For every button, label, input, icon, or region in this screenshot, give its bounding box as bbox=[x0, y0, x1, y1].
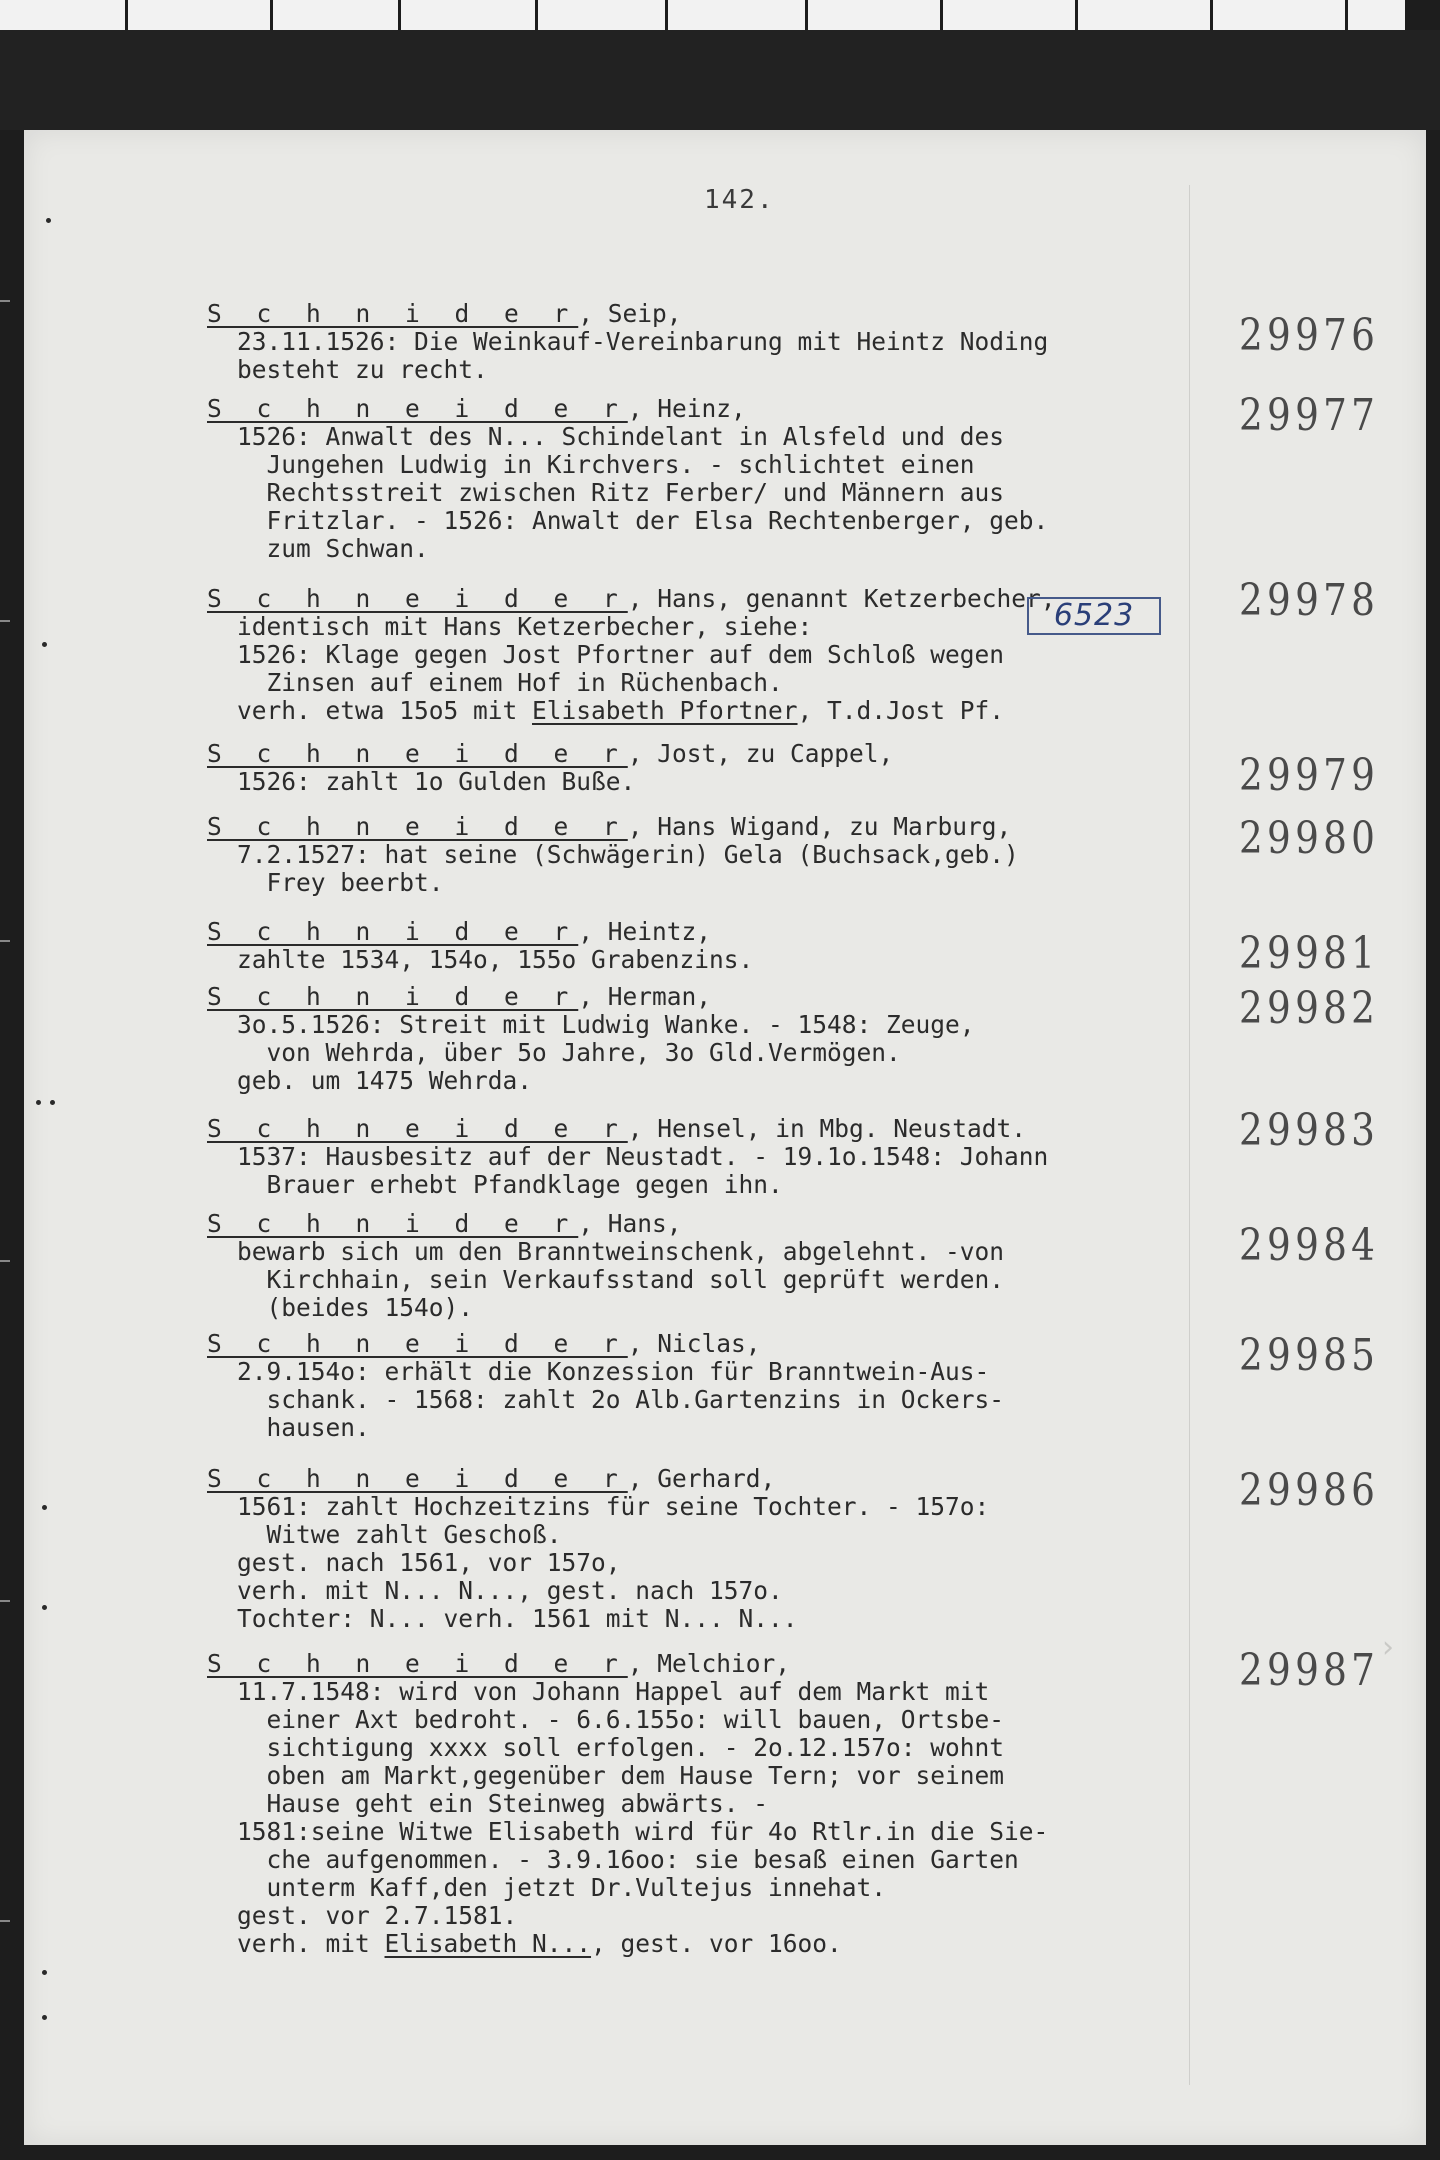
margin-mark bbox=[42, 1970, 47, 1975]
surname: S c h n i d e r bbox=[207, 917, 579, 946]
ruler-tick bbox=[1345, 0, 1348, 30]
entry-text-line: 2.9.154o: erhält die Konzession für Branntwein-Aus- bbox=[237, 1357, 990, 1386]
record-number: 29986 bbox=[1239, 1465, 1380, 1516]
ruler-tick bbox=[270, 0, 273, 30]
record-number: 29979 bbox=[1239, 750, 1380, 801]
edge-bracket-mark: › bbox=[1382, 1630, 1394, 1665]
entry-text-line: Hause geht ein Steinweg abwärts. - bbox=[237, 1789, 769, 1818]
given-name: , Hans, genannt Ketzerbecher, bbox=[627, 584, 1056, 613]
margin-mark bbox=[42, 1505, 47, 1510]
entry-text-line: 1526: Anwalt des N... Schindelant in Alsfeld und des bbox=[237, 422, 1005, 451]
spouse-name: Elisabeth Pfortner bbox=[532, 696, 798, 725]
entry-text-line: 7.2.1527: hat seine (Schwägerin) Gela (Buchsack,geb.) bbox=[237, 840, 1019, 869]
record-number: 29987 bbox=[1239, 1645, 1380, 1696]
given-name: , Hans Wigand, zu Marburg, bbox=[627, 812, 1012, 841]
surname: S c h n e i d e r bbox=[207, 584, 628, 613]
entry-heading bbox=[207, 983, 711, 1011]
edge-tick bbox=[0, 300, 10, 302]
column-fold-line bbox=[1189, 185, 1190, 2085]
entry-text-line: geb. um 1475 Wehrda. bbox=[237, 1066, 533, 1095]
ruler-tick bbox=[535, 0, 538, 30]
entry-text-line: sichtigung xxxx soll erfolgen. - 2o.12.157o: wohnt bbox=[237, 1733, 1005, 1762]
surname: S c h n e i d e r bbox=[207, 1329, 628, 1358]
given-name: , Jost, zu Cappel, bbox=[627, 739, 894, 768]
entry-text-line: Frey beerbt. bbox=[237, 868, 444, 897]
entry-text-line: Brauer erhebt Pfandklage gegen ihn. bbox=[237, 1170, 783, 1199]
entry-text-line: 1561: zahlt Hochzeitzins für seine Tochter. - 157o: bbox=[237, 1492, 990, 1521]
edge-tick bbox=[0, 1260, 10, 1262]
given-name: , Niclas, bbox=[627, 1329, 761, 1358]
entry-text-line: 1526: zahlt 1o Gulden Buße. bbox=[237, 767, 636, 796]
edge-tick bbox=[0, 620, 10, 622]
entry-text-line: che aufgenommen. - 3.9.16oo: sie besaß einen Garten bbox=[237, 1845, 1019, 1874]
entry-text-line: verh. mit N... N..., gest. nach 157o. bbox=[237, 1576, 783, 1605]
edge-tick bbox=[0, 1600, 10, 1602]
entry-text-line: gest. nach 1561, vor 157o, bbox=[237, 1548, 621, 1577]
entry-text-line: identisch mit Hans Ketzerbecher, siehe: bbox=[237, 612, 813, 641]
entry-text-line: besteht zu recht. bbox=[237, 355, 488, 384]
given-name: , Heinz, bbox=[627, 394, 746, 423]
document-sheet bbox=[24, 130, 1426, 2145]
entry-heading bbox=[207, 1465, 775, 1493]
entry-heading bbox=[207, 585, 1056, 613]
entry-text-line: unterm Kaff,den jetzt Dr.Vultejus innehat. bbox=[237, 1873, 887, 1902]
spouse-name: Elisabeth N... bbox=[384, 1929, 592, 1958]
given-name: , Seip, bbox=[578, 299, 682, 328]
surname: S c h n e i d e r bbox=[207, 1114, 628, 1143]
entry-heading bbox=[207, 740, 893, 768]
record-number: 29985 bbox=[1239, 1330, 1380, 1381]
edge-tick bbox=[0, 1920, 10, 1922]
record-number: 29982 bbox=[1239, 983, 1380, 1034]
surname: S c h n e i d e r bbox=[207, 812, 628, 841]
entry-text-line: Jungehen Ludwig in Kirchvers. - schlichtet einen bbox=[237, 450, 975, 479]
entry-heading bbox=[207, 813, 1011, 841]
surname: S c h n i d e r bbox=[207, 1209, 579, 1238]
entry-text-line: 11.7.1548: wird von Johann Happel auf dem Markt mit bbox=[237, 1677, 990, 1706]
entry-text-line: verh. mit Elisabeth N..., gest. vor 16oo. bbox=[237, 1929, 842, 1958]
record-number: 29981 bbox=[1239, 928, 1380, 979]
entry-text-line: Zinsen auf einem Hof in Rüchenbach. bbox=[237, 668, 783, 697]
entry-text-line: Kirchhain, sein Verkaufsstand soll geprüft werden. bbox=[237, 1265, 1005, 1294]
record-number: 29978 bbox=[1239, 575, 1380, 626]
ruler-tick bbox=[1210, 0, 1213, 30]
entry-heading bbox=[207, 1115, 1026, 1143]
surname: S c h n i d e r bbox=[207, 299, 579, 328]
surname: S c h n i d e r bbox=[207, 982, 579, 1011]
entry-text-line: (beides 154o). bbox=[237, 1293, 474, 1322]
entry-heading bbox=[207, 1330, 761, 1358]
record-number: 29976 bbox=[1239, 310, 1380, 361]
given-name: , Hensel, in Mbg. Neustadt. bbox=[627, 1114, 1027, 1143]
entry-text-line: einer Axt bedroht. - 6.6.155o: will bauen, Ortsbe- bbox=[237, 1705, 1005, 1734]
entry-text-line: gest. vor 2.7.1581. bbox=[237, 1901, 518, 1930]
entry-text-line: 23.11.1526: Die Weinkauf-Vereinbarung mit Heintz Noding bbox=[237, 327, 1049, 356]
record-number: 29984 bbox=[1239, 1220, 1380, 1271]
entry-text-line: bewarb sich um den Branntweinschenk, abgelehnt. -von bbox=[237, 1237, 1005, 1266]
ruler-tick bbox=[398, 0, 401, 30]
entry-heading bbox=[207, 300, 682, 328]
boxed-reference-number: 6523 bbox=[1027, 597, 1161, 635]
surname: S c h n e i d e r bbox=[207, 739, 628, 768]
entry-text-line: Fritzlar. - 1526: Anwalt der Elsa Rechtenberger, geb. bbox=[237, 506, 1049, 535]
entry-heading bbox=[207, 395, 746, 423]
entry-heading bbox=[207, 1650, 790, 1678]
ruler-tick bbox=[1405, 0, 1440, 30]
ruler-tick bbox=[1075, 0, 1078, 30]
entry-text-line: verh. etwa 15o5 mit Elisabeth Pfortner, T.d.Jost Pf. bbox=[237, 696, 1005, 725]
margin-mark bbox=[46, 218, 51, 223]
entry-text-line: 1581:seine Witwe Elisabeth wird für 4o Rtlr.in die Sie- bbox=[237, 1817, 1049, 1846]
entry-text-line: 1526: Klage gegen Jost Pfortner auf dem Schloß wegen bbox=[237, 640, 1005, 669]
entry-text-line: 3o.5.1526: Streit mit Ludwig Wanke. - 1548: Zeuge, bbox=[237, 1010, 975, 1039]
entry-text-line: Rechtsstreit zwischen Ritz Ferber/ und Männern aus bbox=[237, 478, 1005, 507]
given-name: , Gerhard, bbox=[627, 1464, 776, 1493]
margin-mark bbox=[50, 1100, 55, 1105]
margin-mark bbox=[36, 1100, 41, 1105]
margin-mark bbox=[42, 642, 47, 647]
entry-text-line: oben am Markt,gegenüber dem Hause Tern; vor seinem bbox=[237, 1761, 1005, 1790]
entry-text-line: Witwe zahlt Geschoß. bbox=[237, 1520, 562, 1549]
margin-mark bbox=[42, 1605, 47, 1610]
surname: S c h n e i d e r bbox=[207, 1649, 628, 1678]
given-name: , Melchior, bbox=[627, 1649, 791, 1678]
record-number: 29977 bbox=[1239, 390, 1380, 441]
entry-text-line: Tochter: N... verh. 1561 mit N... N... bbox=[237, 1604, 798, 1633]
entry-heading bbox=[207, 918, 711, 946]
ruler-tick bbox=[940, 0, 943, 30]
surname: S c h n e i d e r bbox=[207, 394, 628, 423]
page-number: 142. bbox=[704, 185, 775, 215]
entry-text-line: zahlte 1534, 154o, 155o Grabenzins. bbox=[237, 945, 754, 974]
record-number: 29980 bbox=[1239, 813, 1380, 864]
given-name: , Herman, bbox=[578, 982, 712, 1011]
ruler-tick bbox=[805, 0, 808, 30]
given-name: , Hans, bbox=[578, 1209, 682, 1238]
given-name: , Heintz, bbox=[578, 917, 712, 946]
scanner-background bbox=[0, 30, 1440, 130]
margin-mark bbox=[42, 2015, 47, 2020]
entry-text-line: zum Schwan. bbox=[237, 534, 429, 563]
surname: S c h n e i d e r bbox=[207, 1464, 628, 1493]
ruler-tick bbox=[665, 0, 668, 30]
ruler-tick bbox=[125, 0, 128, 30]
entry-text-line: 1537: Hausbesitz auf der Neustadt. - 19.1o.1548: Johann bbox=[237, 1142, 1049, 1171]
edge-tick bbox=[0, 940, 10, 942]
scanner-ruler bbox=[0, 0, 1440, 30]
entry-text-line: von Wehrda, über 5o Jahre, 3o Gld.Vermögen. bbox=[237, 1038, 901, 1067]
entry-text-line: schank. - 1568: zahlt 2o Alb.Gartenzins in Ockers- bbox=[237, 1385, 1005, 1414]
entry-text-line: hausen. bbox=[237, 1413, 370, 1442]
record-number: 29983 bbox=[1239, 1105, 1380, 1156]
entry-heading bbox=[207, 1210, 682, 1238]
